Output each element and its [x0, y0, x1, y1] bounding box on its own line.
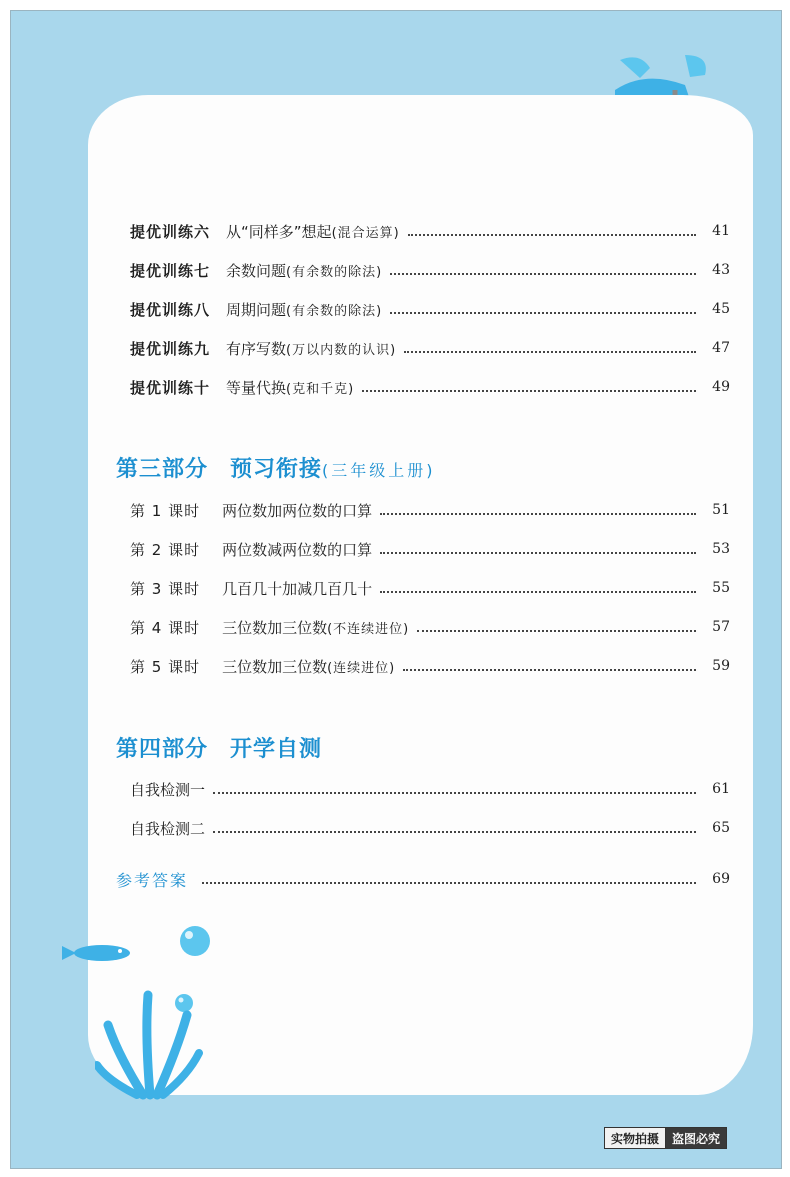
- page-number: 61: [712, 781, 730, 797]
- leader-dots: [390, 272, 696, 275]
- entry-label: 第 1 课时: [130, 501, 201, 520]
- leader-dots: [202, 881, 696, 884]
- toc-entry[interactable]: [130, 219, 730, 243]
- entry-note: (混合运算): [331, 225, 400, 241]
- entry-title: 几百几十加减几百几十: [222, 579, 373, 598]
- entry-label: 提优训练八: [130, 300, 211, 319]
- leader-dots: [380, 590, 696, 593]
- entry-label: 第 5 课时: [130, 657, 201, 676]
- entry-title: 等量代换: [226, 378, 287, 397]
- coral-icon: [95, 985, 205, 1100]
- section-title: 开学自测: [230, 737, 323, 762]
- entry-title: 两位数加两位数的口算: [222, 501, 373, 520]
- leader-dots: [213, 830, 696, 833]
- toc-entry[interactable]: [130, 537, 730, 561]
- page-number: 55: [712, 580, 730, 596]
- entry-title: 有序写数: [226, 339, 287, 358]
- bubble-icon: [178, 924, 212, 958]
- toc-entry[interactable]: [130, 297, 730, 321]
- leader-dots: [408, 233, 696, 236]
- section-number: 第四部分: [116, 737, 209, 762]
- page-number: 53: [712, 541, 730, 557]
- entry-label: 第 4 课时: [130, 618, 201, 637]
- toc-entry[interactable]: [130, 498, 730, 522]
- leader-dots: [417, 629, 696, 632]
- section-subtitle: (三年级上册): [322, 461, 436, 480]
- entry-title: 从“同样多”想起: [226, 222, 332, 241]
- entry-label: 提优训练九: [130, 339, 211, 358]
- toc-entry-answers[interactable]: [116, 867, 730, 891]
- entry-note: (不连续进位): [327, 621, 410, 637]
- stamp-right: 盗图必究: [666, 1128, 726, 1148]
- toc-entry[interactable]: [130, 654, 730, 678]
- leader-dots: [380, 512, 696, 515]
- entry-note: (有余数的除法): [286, 303, 383, 319]
- fish-icon: [62, 938, 134, 968]
- page-number: 45: [712, 301, 730, 317]
- entry-note: (有余数的除法): [286, 264, 383, 280]
- page-number: 59: [712, 658, 730, 674]
- entry-note: (连续进位): [327, 660, 396, 676]
- toc-entry[interactable]: [130, 615, 730, 639]
- entry-title: 自我检测一: [130, 780, 206, 799]
- page-number: 47: [712, 340, 730, 356]
- entry-title: 余数问题: [226, 261, 287, 280]
- entry-label: 第 3 课时: [130, 579, 201, 598]
- entry-title: 周期问题: [226, 300, 287, 319]
- toc-entry[interactable]: [130, 576, 730, 600]
- toc-entry[interactable]: [130, 816, 730, 840]
- section-number: 第三部分: [116, 457, 209, 482]
- leader-dots: [380, 551, 696, 554]
- page-number: 49: [712, 379, 730, 395]
- leader-dots: [404, 350, 696, 353]
- toc-entry[interactable]: [130, 258, 730, 282]
- section-title: 预习衔接: [230, 457, 323, 482]
- page-number: 69: [712, 871, 730, 887]
- entry-note: (克和千克): [286, 381, 355, 397]
- toc-entry[interactable]: [130, 375, 730, 399]
- page-number: 43: [712, 262, 730, 278]
- page-number: 65: [712, 820, 730, 836]
- watermark-stamp: [604, 1127, 727, 1149]
- toc-entry[interactable]: [130, 777, 730, 801]
- leader-dots: [403, 668, 696, 671]
- answers-label: 参考答案: [116, 870, 189, 890]
- entry-title: 自我检测二: [130, 819, 206, 838]
- entry-label: 提优训练六: [130, 222, 211, 241]
- entry-note: (万以内数的认识): [286, 342, 397, 358]
- page-number: 51: [712, 502, 730, 518]
- entry-title: 三位数加三位数: [222, 618, 328, 637]
- section-heading-part3: [116, 452, 436, 486]
- entry-label: 第 2 课时: [130, 540, 201, 559]
- leader-dots: [362, 389, 696, 392]
- page-number: 41: [712, 223, 730, 239]
- entry-title: 三位数加三位数: [222, 657, 328, 676]
- entry-title: 两位数减两位数的口算: [222, 540, 373, 559]
- page-number: 57: [712, 619, 730, 635]
- leader-dots: [213, 791, 696, 794]
- toc-entry[interactable]: [130, 336, 730, 360]
- entry-label: 提优训练七: [130, 261, 211, 280]
- section-heading-part4: [116, 732, 322, 766]
- stamp-left: 实物拍摄: [605, 1128, 666, 1148]
- leader-dots: [390, 311, 696, 314]
- entry-label: 提优训练十: [130, 378, 211, 397]
